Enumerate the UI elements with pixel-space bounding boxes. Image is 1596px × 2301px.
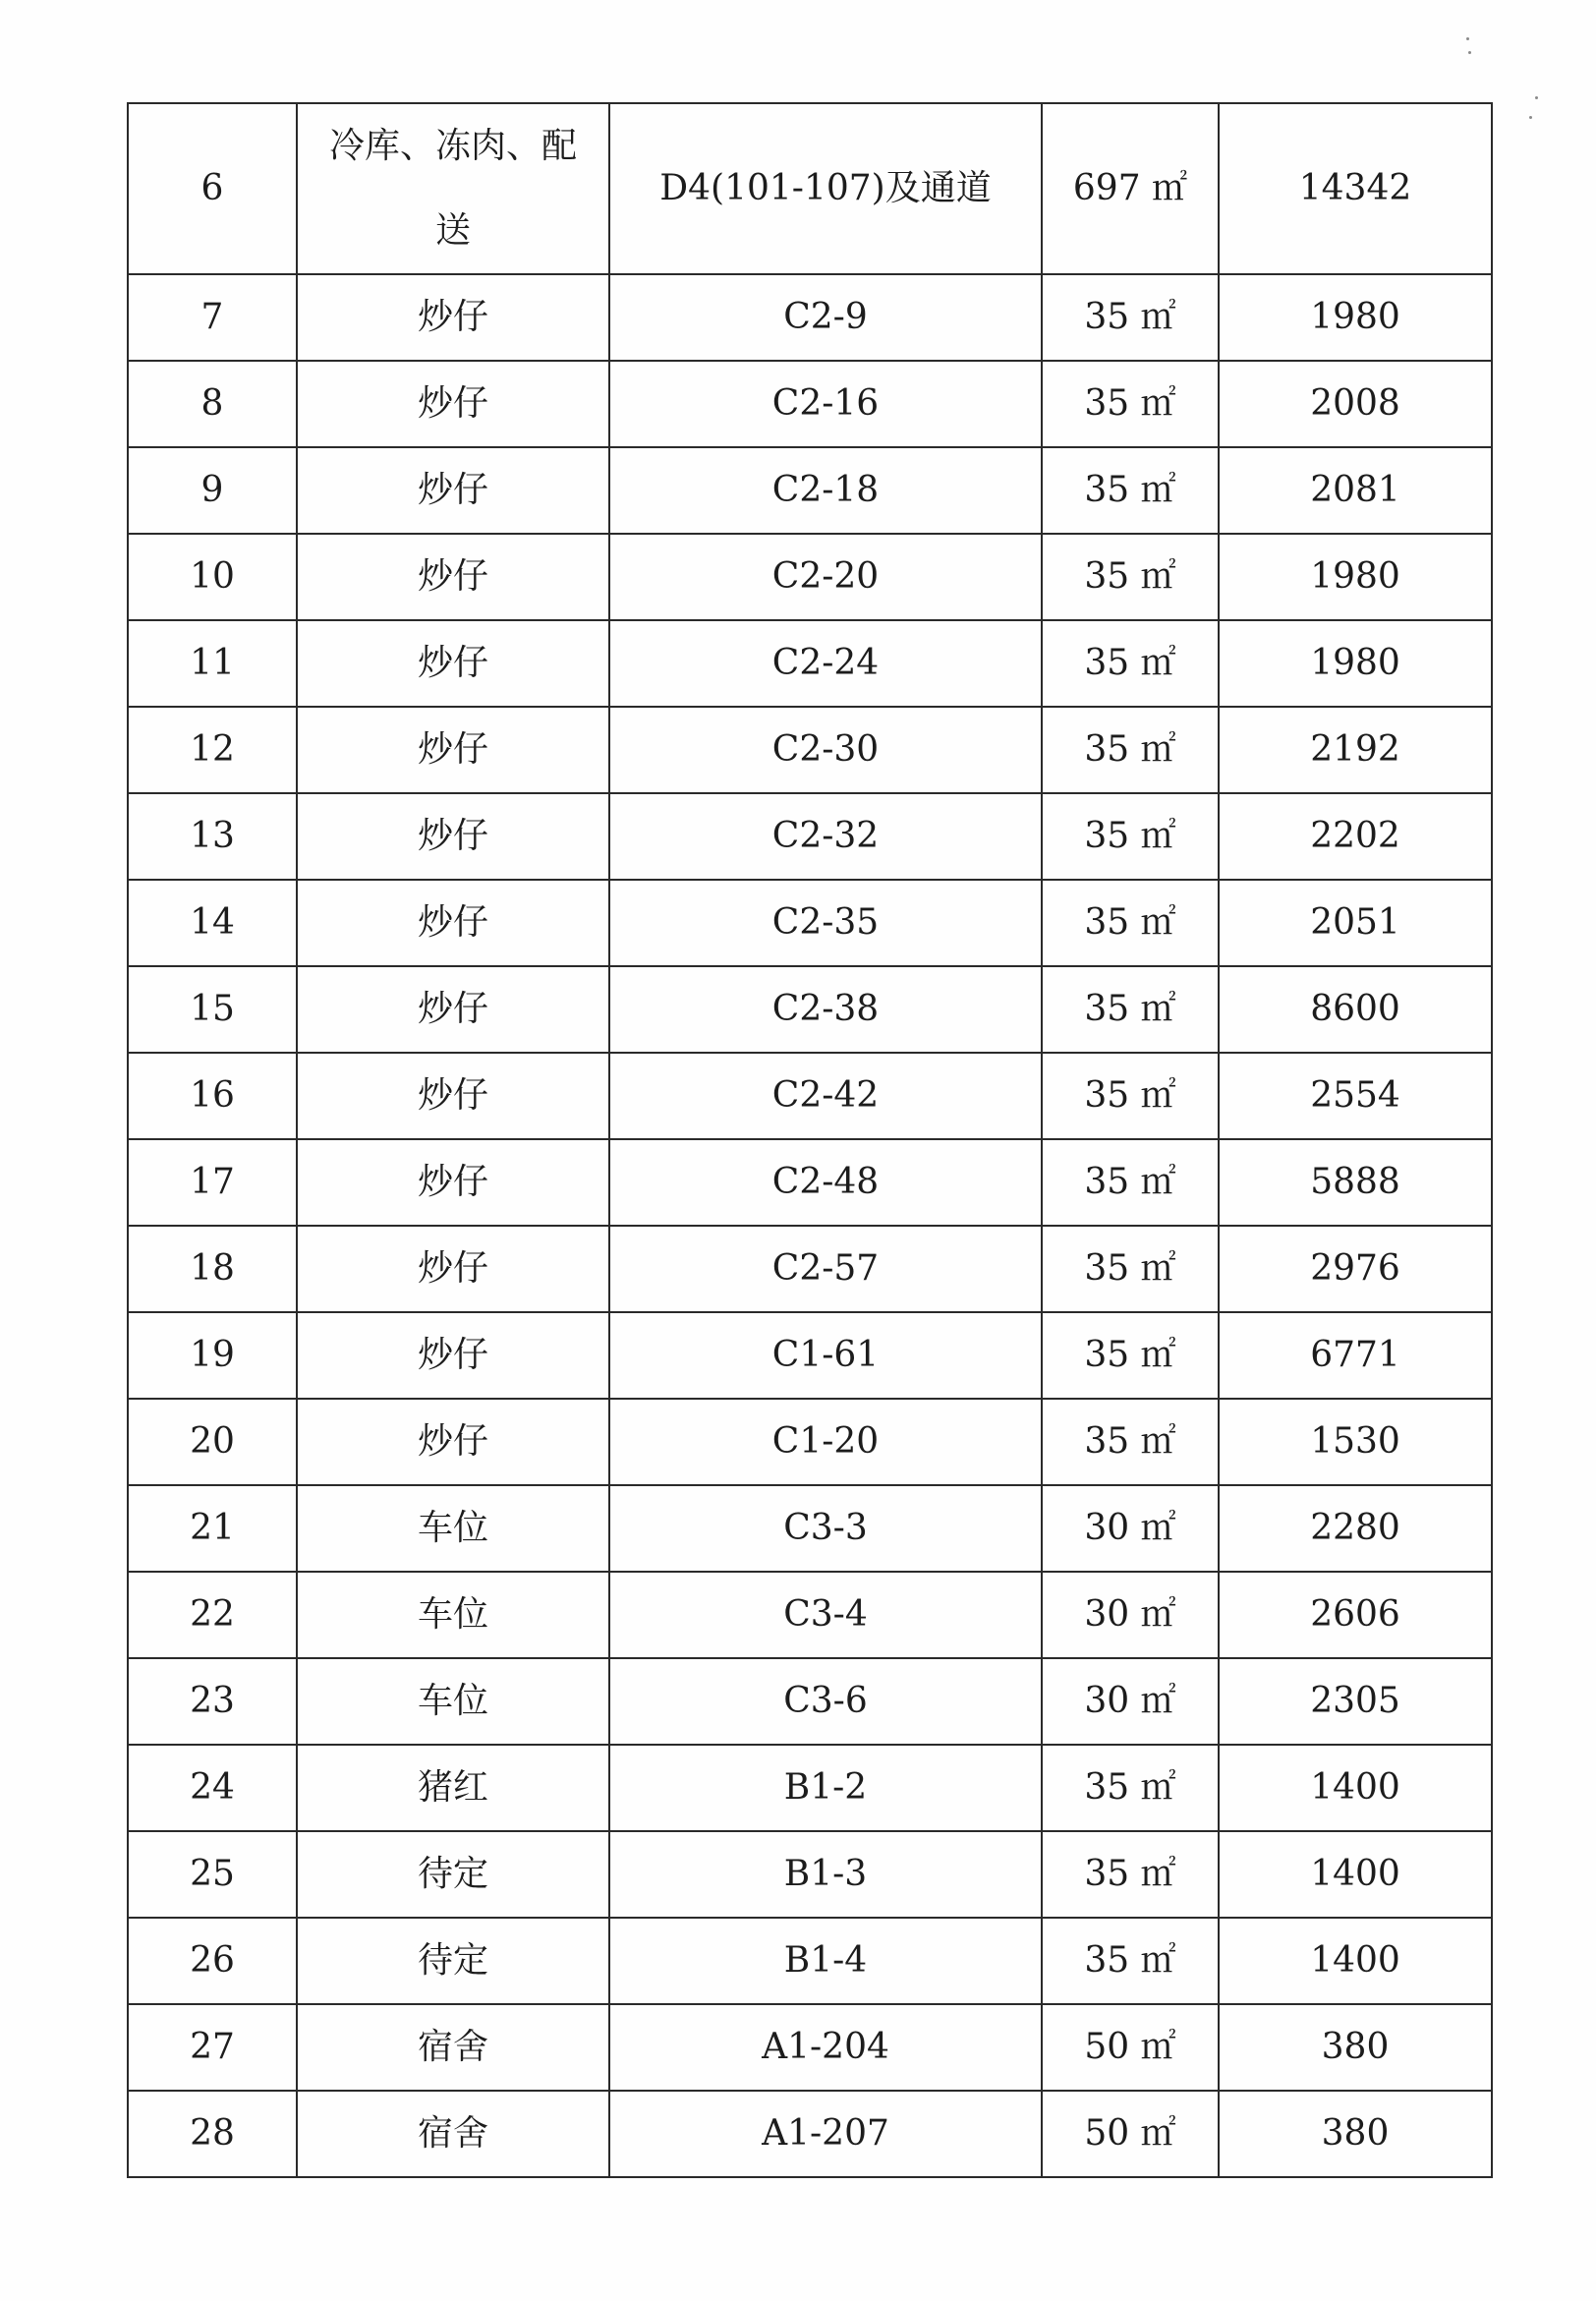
area-cell: 50 ㎡: [1042, 2004, 1219, 2091]
usage-cell: 炒仔: [297, 793, 609, 880]
area-cell: 35 ㎡: [1042, 620, 1219, 707]
area-cell: 35 ㎡: [1042, 1918, 1219, 2004]
unit-code-cell: C2-18: [609, 447, 1042, 534]
unit-code-cell: C1-61: [609, 1312, 1042, 1399]
usage-cell: 炒仔: [297, 1399, 609, 1485]
area-cell: 30 ㎡: [1042, 1572, 1219, 1658]
area-cell: 35 ㎡: [1042, 534, 1219, 620]
amount-cell: 2202: [1219, 793, 1492, 880]
area-cell: 50 ㎡: [1042, 2091, 1219, 2177]
table-row: [128, 1399, 1492, 1485]
usage-cell: 炒仔: [297, 1139, 609, 1226]
table-row: [128, 1918, 1492, 2004]
table-row: [128, 793, 1492, 880]
unit-code-cell: C2-16: [609, 361, 1042, 447]
unit-code-cell: C2-24: [609, 620, 1042, 707]
usage-cell: 炒仔: [297, 447, 609, 534]
usage-cell: 炒仔: [297, 361, 609, 447]
area-cell: 35 ㎡: [1042, 1139, 1219, 1226]
row-number-cell: 20: [128, 1399, 297, 1485]
unit-code-cell: C2-20: [609, 534, 1042, 620]
area-cell: 35 ㎡: [1042, 361, 1219, 447]
rental-table: [127, 102, 1493, 2178]
area-cell: 35 ㎡: [1042, 447, 1219, 534]
amount-cell: 380: [1219, 2091, 1492, 2177]
scan-speck: [1535, 96, 1538, 99]
table-row: [128, 620, 1492, 707]
row-number-cell: 17: [128, 1139, 297, 1226]
table-row: [128, 1485, 1492, 1572]
usage-cell: 炒仔: [297, 966, 609, 1053]
unit-code-cell: B1-2: [609, 1745, 1042, 1831]
area-cell: 35 ㎡: [1042, 880, 1219, 966]
table-row: [128, 1831, 1492, 1918]
usage-cell: 宿舍: [297, 2091, 609, 2177]
table-row: [128, 1658, 1492, 1745]
area-cell: 35 ㎡: [1042, 707, 1219, 793]
amount-cell: 1400: [1219, 1745, 1492, 1831]
amount-cell: 2081: [1219, 447, 1492, 534]
table-row: [128, 274, 1492, 361]
table-row: [128, 2091, 1492, 2177]
amount-cell: 380: [1219, 2004, 1492, 2091]
unit-code-cell: C2-38: [609, 966, 1042, 1053]
table-row: [128, 534, 1492, 620]
amount-cell: 1400: [1219, 1831, 1492, 1918]
row-number-cell: 16: [128, 1053, 297, 1139]
unit-code-cell: C2-9: [609, 274, 1042, 361]
area-cell: 35 ㎡: [1042, 793, 1219, 880]
area-cell: 30 ㎡: [1042, 1658, 1219, 1745]
scan-speck: [1466, 37, 1469, 40]
area-cell: 30 ㎡: [1042, 1485, 1219, 1572]
usage-cell: 炒仔: [297, 274, 609, 361]
table-row: [128, 1312, 1492, 1399]
amount-cell: 2305: [1219, 1658, 1492, 1745]
usage-cell: 炒仔: [297, 1053, 609, 1139]
row-number-cell: 14: [128, 880, 297, 966]
area-cell: 35 ㎡: [1042, 966, 1219, 1053]
scan-speck: [1529, 116, 1532, 119]
amount-cell: 2008: [1219, 361, 1492, 447]
usage-cell: 待定: [297, 1918, 609, 2004]
usage-cell: 待定: [297, 1831, 609, 1918]
amount-cell: 2554: [1219, 1053, 1492, 1139]
area-cell: 35 ㎡: [1042, 1226, 1219, 1312]
row-number-cell: 21: [128, 1485, 297, 1572]
usage-cell: 炒仔: [297, 707, 609, 793]
row-number-cell: 9: [128, 447, 297, 534]
unit-code-cell: C2-35: [609, 880, 1042, 966]
area-cell: 35 ㎡: [1042, 1399, 1219, 1485]
unit-code-cell: B1-4: [609, 1918, 1042, 2004]
row-number-cell: 24: [128, 1745, 297, 1831]
row-number-cell: 19: [128, 1312, 297, 1399]
table-row: [128, 966, 1492, 1053]
unit-code-cell: A1-204: [609, 2004, 1042, 2091]
table-row: [128, 1745, 1492, 1831]
usage-cell: 炒仔: [297, 1226, 609, 1312]
area-cell: 35 ㎡: [1042, 274, 1219, 361]
row-number-cell: 18: [128, 1226, 297, 1312]
amount-cell: 6771: [1219, 1312, 1492, 1399]
usage-cell: 炒仔: [297, 1312, 609, 1399]
amount-cell: 1980: [1219, 620, 1492, 707]
area-cell: 35 ㎡: [1042, 1053, 1219, 1139]
table-row: [128, 1226, 1492, 1312]
unit-code-cell: D4(101-107)及通道: [609, 103, 1042, 274]
usage-cell: 冷库、冻肉、配送: [297, 103, 609, 274]
unit-code-cell: A1-207: [609, 2091, 1042, 2177]
unit-code-cell: C2-42: [609, 1053, 1042, 1139]
row-number-cell: 15: [128, 966, 297, 1053]
unit-code-cell: C3-4: [609, 1572, 1042, 1658]
table-row: [128, 2004, 1492, 2091]
unit-code-cell: B1-3: [609, 1831, 1042, 1918]
amount-cell: 1400: [1219, 1918, 1492, 2004]
unit-code-cell: C2-48: [609, 1139, 1042, 1226]
amount-cell: 2051: [1219, 880, 1492, 966]
row-number-cell: 6: [128, 103, 297, 274]
row-number-cell: 25: [128, 1831, 297, 1918]
row-number-cell: 22: [128, 1572, 297, 1658]
scan-speck: [1468, 51, 1471, 54]
table-body: [128, 103, 1492, 2177]
amount-cell: 2606: [1219, 1572, 1492, 1658]
area-cell: 35 ㎡: [1042, 1312, 1219, 1399]
amount-cell: 1980: [1219, 534, 1492, 620]
area-cell: 35 ㎡: [1042, 1831, 1219, 1918]
row-number-cell: 26: [128, 1918, 297, 2004]
amount-cell: 1980: [1219, 274, 1492, 361]
amount-cell: 2192: [1219, 707, 1492, 793]
amount-cell: 1530: [1219, 1399, 1492, 1485]
table-row: [128, 707, 1492, 793]
amount-cell: 2280: [1219, 1485, 1492, 1572]
unit-code-cell: C3-3: [609, 1485, 1042, 1572]
row-number-cell: 7: [128, 274, 297, 361]
usage-cell: 炒仔: [297, 880, 609, 966]
table-row: [128, 103, 1492, 274]
row-number-cell: 23: [128, 1658, 297, 1745]
unit-code-cell: C3-6: [609, 1658, 1042, 1745]
area-cell: 35 ㎡: [1042, 1745, 1219, 1831]
unit-code-cell: C1-20: [609, 1399, 1042, 1485]
row-number-cell: 13: [128, 793, 297, 880]
usage-cell: 炒仔: [297, 620, 609, 707]
amount-cell: 5888: [1219, 1139, 1492, 1226]
row-number-cell: 28: [128, 2091, 297, 2177]
row-number-cell: 27: [128, 2004, 297, 2091]
row-number-cell: 8: [128, 361, 297, 447]
unit-code-cell: C2-57: [609, 1226, 1042, 1312]
amount-cell: 2976: [1219, 1226, 1492, 1312]
amount-cell: 8600: [1219, 966, 1492, 1053]
table-row: [128, 361, 1492, 447]
table-row: [128, 1572, 1492, 1658]
unit-code-cell: C2-30: [609, 707, 1042, 793]
row-number-cell: 11: [128, 620, 297, 707]
area-cell: 697 ㎡: [1042, 103, 1219, 274]
usage-cell: 车位: [297, 1485, 609, 1572]
table-row: [128, 1053, 1492, 1139]
table-row: [128, 1139, 1492, 1226]
table-row: [128, 880, 1492, 966]
usage-cell: 车位: [297, 1572, 609, 1658]
row-number-cell: 12: [128, 707, 297, 793]
table-row: [128, 447, 1492, 534]
amount-cell: 14342: [1219, 103, 1492, 274]
usage-cell: 宿舍: [297, 2004, 609, 2091]
usage-cell: 猪红: [297, 1745, 609, 1831]
row-number-cell: 10: [128, 534, 297, 620]
unit-code-cell: C2-32: [609, 793, 1042, 880]
usage-cell: 炒仔: [297, 534, 609, 620]
usage-cell: 车位: [297, 1658, 609, 1745]
